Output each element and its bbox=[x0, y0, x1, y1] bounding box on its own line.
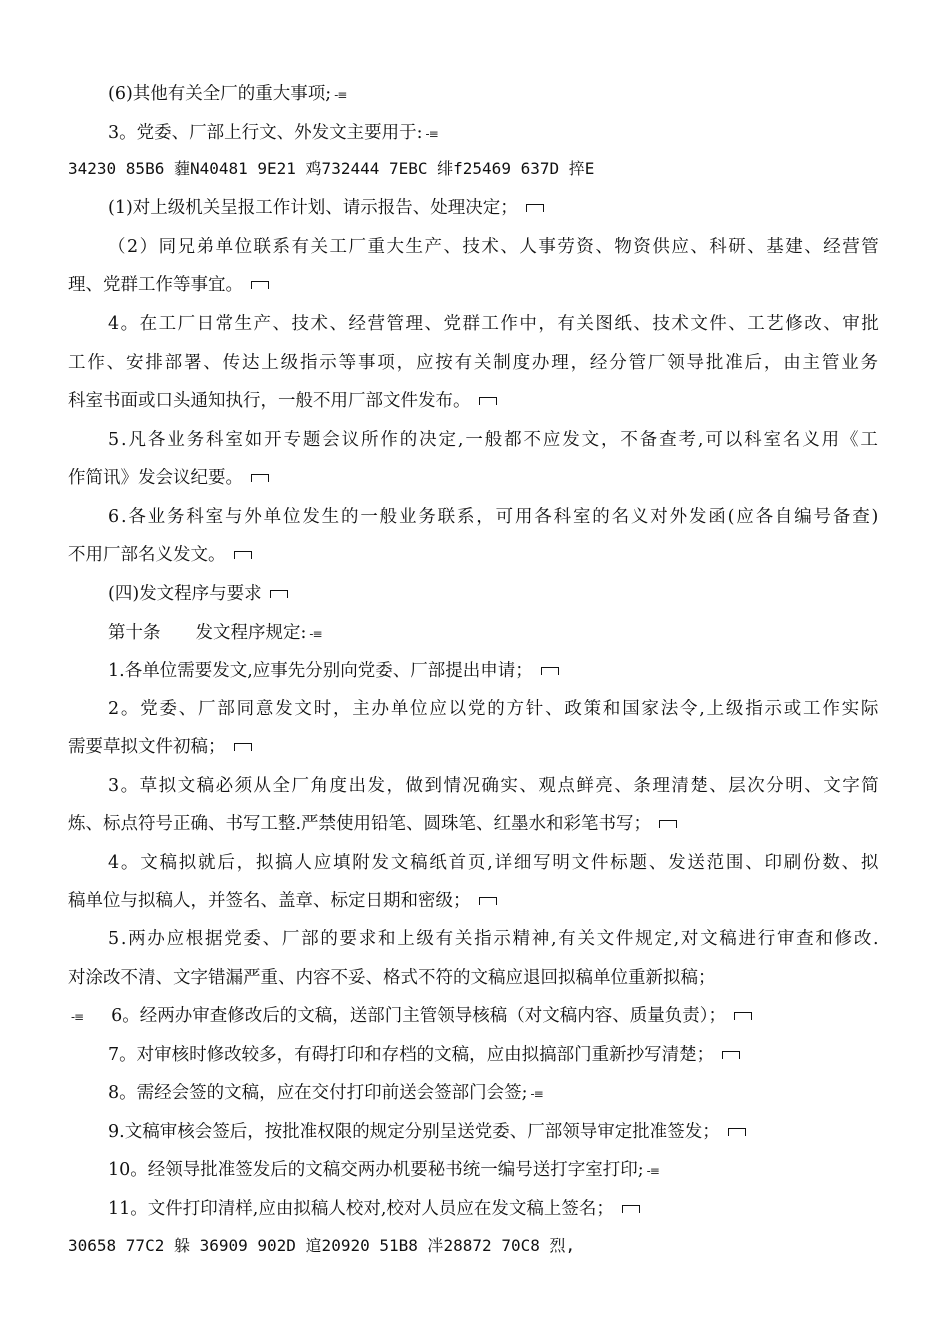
paragraph-line bbox=[108, 1120, 746, 1144]
line-text: (6)其他有关全厂的重大事项; bbox=[108, 84, 332, 104]
paragraph-line bbox=[68, 157, 594, 181]
line-text: 6。经两办审查修改后的文稿，送部门主管领导核稿（对文稿内容、质量负责）； bbox=[111, 1006, 726, 1026]
paragraph-line bbox=[68, 466, 269, 490]
line-text: (1)对上级机关呈报工作计划、请示报告、处理决定； bbox=[108, 198, 518, 218]
paragraph-mark-icon bbox=[659, 820, 677, 828]
line-text: 作简讯》发会议纪要。 bbox=[68, 468, 243, 488]
paragraph-line bbox=[68, 273, 269, 297]
paragraph-line bbox=[68, 389, 497, 413]
paragraph-line bbox=[68, 889, 497, 913]
line-text: 34230 85B6 薶N40481 9E21 鸡732444 7EBC 绯f25469 637D 捽E bbox=[68, 159, 595, 178]
line-text: 10。经领导批准签发后的文稿交两办机要秘书统一编号送打字室打印; bbox=[108, 1160, 644, 1180]
format-mark-icon: -≡ bbox=[425, 127, 438, 141]
paragraph-line bbox=[108, 774, 880, 798]
line-text: 不用厂部名义发文。 bbox=[68, 545, 226, 565]
paragraph-mark-icon bbox=[622, 1205, 640, 1213]
format-mark-icon: -≡ bbox=[71, 1010, 84, 1024]
paragraph-line bbox=[108, 851, 880, 875]
paragraph-mark-icon bbox=[526, 204, 544, 212]
line-text: 7。对审核时修改较多，有碍打印和存档的文稿，应由拟搞部门重新抄写清楚； bbox=[108, 1045, 715, 1065]
paragraph-mark-icon bbox=[234, 743, 252, 751]
line-text: 5.凡各业务科室如开专题会议所作的决定,一般都不应发文，不备查考,可以科室名义用《工 bbox=[108, 430, 880, 450]
paragraph-line bbox=[68, 543, 252, 567]
line-text: 4。在工厂日常生产、技术、经营管理、党群工作中，有关图纸、技术文件、工艺修改、审批 bbox=[108, 314, 881, 334]
line-text: 3。党委、厂部上行文、外发文主要用于: bbox=[108, 123, 423, 143]
paragraph-line bbox=[68, 1234, 575, 1258]
paragraph-line bbox=[108, 428, 880, 452]
paragraph-line bbox=[108, 505, 880, 529]
line-text: 1.各单位需要发文,应事先分别向党委、厂部提出申请； bbox=[108, 661, 533, 681]
paragraph-line bbox=[108, 621, 322, 646]
paragraph-mark-icon bbox=[728, 1128, 746, 1136]
format-mark-icon: -≡ bbox=[646, 1164, 659, 1178]
paragraph-line bbox=[68, 351, 880, 375]
line-text: 第十条 发文程序规定: bbox=[108, 623, 307, 643]
paragraph-line bbox=[108, 196, 544, 220]
line-text: 对涂改不清、文字错漏严重、内容不妥、格式不符的文稿应退回拟稿单位重新拟稿； bbox=[68, 968, 716, 988]
line-text: 工作、安排部署、传达上级指示等事项，应按有关制度办理，经分管厂领导批准后，由主管业务 bbox=[68, 353, 880, 373]
paragraph-mark-icon bbox=[541, 667, 559, 675]
paragraph-mark-icon bbox=[251, 281, 269, 289]
paragraph-mark-icon bbox=[479, 397, 497, 405]
paragraph-line bbox=[68, 966, 716, 990]
paragraph-line bbox=[108, 659, 559, 683]
paragraph-line bbox=[108, 312, 880, 336]
line-text: 理、党群工作等事宜。 bbox=[68, 275, 243, 295]
paragraph-mark-icon bbox=[722, 1051, 740, 1059]
line-text: 科室书面或口头通知执行，一般不用厂部文件发布。 bbox=[68, 391, 471, 411]
line-text: 3。草拟文稿必须从全厂角度出发，做到情况确实、观点鲜亮、条理清楚、层次分明、文字简 bbox=[108, 776, 881, 796]
line-text: 2。党委、厂部同意发文时，主办单位应以党的方针、政策和国家法令,上级指示或工作实际 bbox=[108, 699, 881, 719]
line-text: 炼、标点符号正确、书写工整.严禁使用铅笔、圆珠笔、红墨水和彩笔书写； bbox=[68, 814, 652, 834]
line-text: 5.两办应根据党委、厂部的要求和上级有关指示精神,有关文件规定,对文稿进行审查和修改. bbox=[108, 929, 881, 949]
paragraph-mark-icon bbox=[270, 590, 288, 598]
paragraph-line bbox=[108, 697, 880, 721]
line-text: 稿单位与拟稿人，并签名、盖章、标定日期和密级； bbox=[68, 891, 471, 911]
line-text: 需要草拟文件初稿； bbox=[68, 737, 226, 757]
paragraph-line bbox=[108, 582, 288, 606]
format-mark-icon: -≡ bbox=[530, 1087, 543, 1101]
line-text: 9.文稿审核会签后，按批准权限的规定分别呈送党委、厂部领导审定批准签发； bbox=[108, 1122, 720, 1142]
paragraph-line bbox=[108, 927, 880, 951]
paragraph-line bbox=[68, 735, 252, 759]
paragraph-line bbox=[108, 1081, 543, 1106]
format-mark-icon: -≡ bbox=[334, 88, 347, 102]
paragraph-mark-icon bbox=[734, 1012, 752, 1020]
line-text: 30658 77C2 躲 36909 902D 逭20920 51B8 冸28872 70C8 烈, bbox=[68, 1236, 576, 1255]
paragraph-line bbox=[108, 235, 880, 259]
paragraph-mark-icon bbox=[251, 474, 269, 482]
line-text: （2）同兄弟单位联系有关工厂重大生产、技术、人事劳资、物资供应、科研、基建、经营管 bbox=[108, 237, 881, 257]
paragraph-line bbox=[108, 1158, 659, 1183]
paragraph-line bbox=[108, 1043, 740, 1067]
paragraph-line bbox=[108, 82, 346, 107]
line-text: 11。文件打印清样,应由拟稿人校对,校对人员应在发文稿上签名； bbox=[108, 1199, 614, 1219]
paragraph-line bbox=[108, 1197, 640, 1221]
paragraph-line bbox=[68, 812, 677, 836]
line-text: 6.各业务科室与外单位发生的一般业务联系，可用各科室的名义对外发函(应各自编号备查) bbox=[108, 507, 881, 527]
line-text: 4。文稿拟就后，拟搞人应填附发文稿纸首页,详细写明文件标题、发送范围、印刷份数、拟 bbox=[108, 853, 881, 873]
line-text: 8。需经会签的文稿，应在交付打印前送会签部门会签; bbox=[108, 1083, 528, 1103]
paragraph-line bbox=[68, 1004, 752, 1029]
paragraph-mark-icon bbox=[479, 897, 497, 905]
format-mark-icon: -≡ bbox=[309, 627, 322, 641]
paragraph-mark-icon bbox=[234, 551, 252, 559]
paragraph-line bbox=[108, 121, 438, 146]
line-text: (四)发文程序与要求 bbox=[108, 584, 262, 604]
